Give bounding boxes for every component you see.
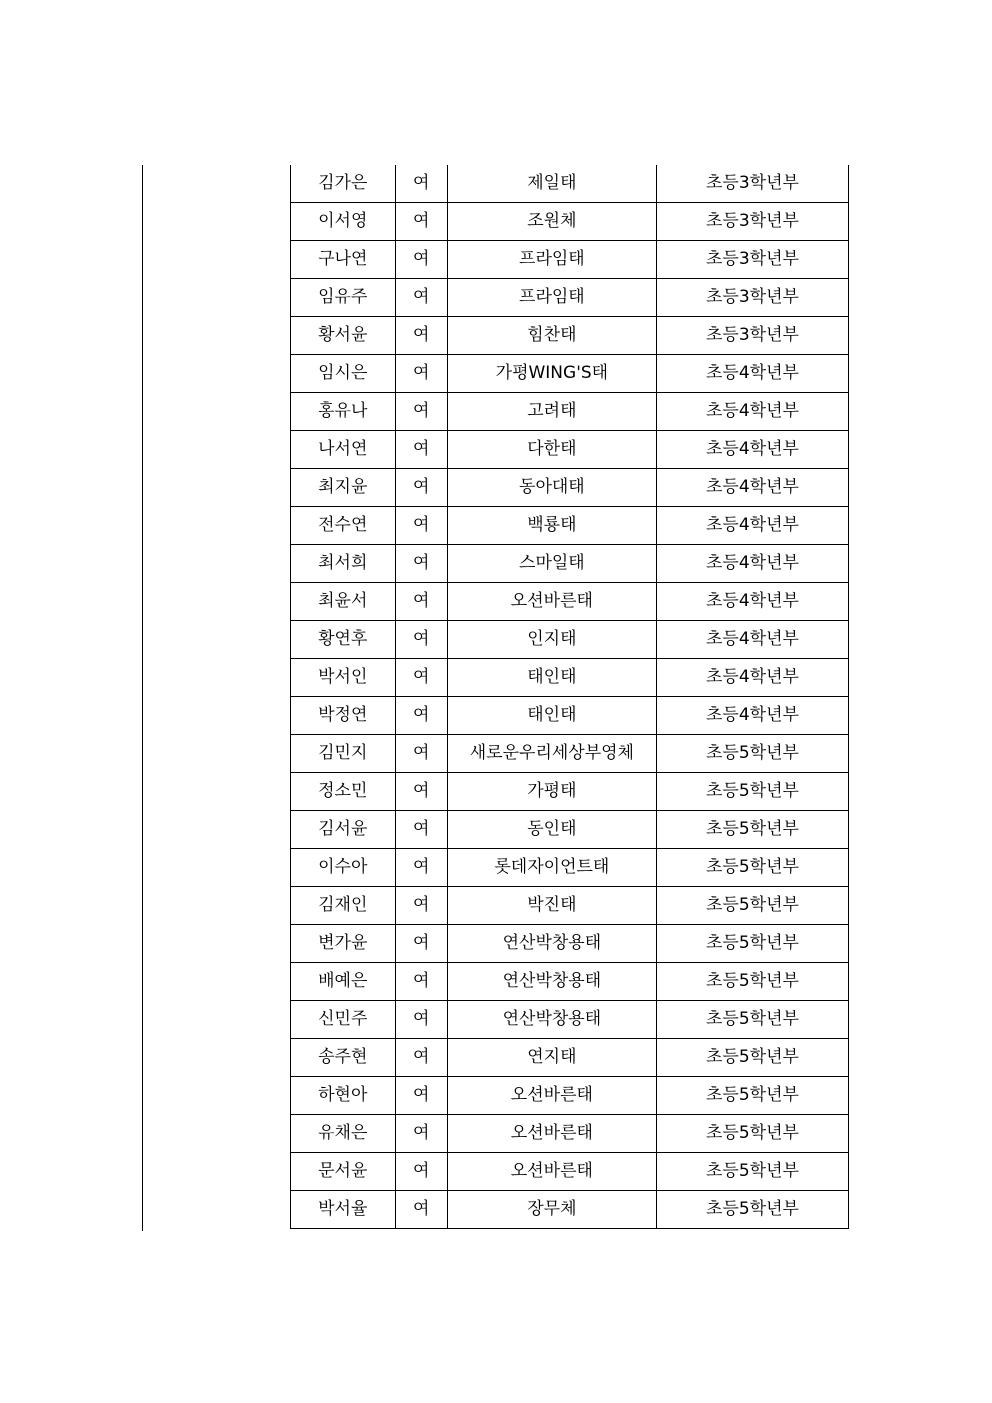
player-division: 초등4학년부 bbox=[656, 507, 848, 545]
player-division: 초등5학년부 bbox=[656, 963, 848, 1001]
table-row bbox=[291, 1115, 849, 1153]
player-team: 연지태 bbox=[447, 1039, 656, 1077]
player-name: 김재인 bbox=[291, 887, 396, 925]
player-team: 다한태 bbox=[447, 431, 656, 469]
player-name: 황서윤 bbox=[291, 317, 396, 355]
player-gender: 여 bbox=[395, 735, 447, 773]
table-row bbox=[291, 1001, 849, 1039]
roster-table bbox=[290, 165, 849, 1229]
table-row bbox=[291, 1153, 849, 1191]
player-name: 나서연 bbox=[291, 431, 396, 469]
table-row bbox=[291, 431, 849, 469]
table-row bbox=[291, 925, 849, 963]
player-division: 초등5학년부 bbox=[656, 849, 848, 887]
player-team: 제일태 bbox=[447, 165, 656, 203]
table-row bbox=[291, 1191, 849, 1229]
table-row bbox=[291, 773, 849, 811]
player-name: 최서희 bbox=[291, 545, 396, 583]
player-gender: 여 bbox=[395, 203, 447, 241]
player-name: 홍유나 bbox=[291, 393, 396, 431]
player-name: 임유주 bbox=[291, 279, 396, 317]
player-team: 인지태 bbox=[447, 621, 656, 659]
player-division: 초등5학년부 bbox=[656, 1153, 848, 1191]
player-gender: 여 bbox=[395, 317, 447, 355]
player-gender: 여 bbox=[395, 773, 447, 811]
player-name: 이수아 bbox=[291, 849, 396, 887]
table-row bbox=[291, 165, 849, 203]
player-name: 유채은 bbox=[291, 1115, 396, 1153]
table-row bbox=[291, 469, 849, 507]
player-name: 정소민 bbox=[291, 773, 396, 811]
player-division: 초등5학년부 bbox=[656, 1115, 848, 1153]
player-gender: 여 bbox=[395, 1115, 447, 1153]
player-name: 송주현 bbox=[291, 1039, 396, 1077]
player-division: 초등4학년부 bbox=[656, 469, 848, 507]
player-name: 최윤서 bbox=[291, 583, 396, 621]
player-gender: 여 bbox=[395, 279, 447, 317]
player-team: 연산박창용태 bbox=[447, 925, 656, 963]
player-name: 최지윤 bbox=[291, 469, 396, 507]
table-row bbox=[291, 887, 849, 925]
player-gender: 여 bbox=[395, 1001, 447, 1039]
player-team: 백룡태 bbox=[447, 507, 656, 545]
table-row bbox=[291, 1039, 849, 1077]
player-team: 고려태 bbox=[447, 393, 656, 431]
player-name: 황연후 bbox=[291, 621, 396, 659]
player-gender: 여 bbox=[395, 811, 447, 849]
player-division: 초등3학년부 bbox=[656, 317, 848, 355]
table-row bbox=[291, 241, 849, 279]
player-name: 박서인 bbox=[291, 659, 396, 697]
player-name: 김가은 bbox=[291, 165, 396, 203]
table-row bbox=[291, 355, 849, 393]
player-division: 초등5학년부 bbox=[656, 1001, 848, 1039]
left-column-rule bbox=[142, 165, 143, 1231]
player-division: 초등5학년부 bbox=[656, 735, 848, 773]
table-row bbox=[291, 849, 849, 887]
player-division: 초등5학년부 bbox=[656, 773, 848, 811]
player-name: 김민지 bbox=[291, 735, 396, 773]
table-row bbox=[291, 583, 849, 621]
player-name: 문서윤 bbox=[291, 1153, 396, 1191]
table-row bbox=[291, 545, 849, 583]
player-team: 스마일태 bbox=[447, 545, 656, 583]
player-gender: 여 bbox=[395, 165, 447, 203]
player-gender: 여 bbox=[395, 963, 447, 1001]
player-division: 초등5학년부 bbox=[656, 1039, 848, 1077]
table-row bbox=[291, 393, 849, 431]
table-row bbox=[291, 963, 849, 1001]
player-gender: 여 bbox=[395, 1077, 447, 1115]
player-gender: 여 bbox=[395, 507, 447, 545]
player-team: 조원체 bbox=[447, 203, 656, 241]
player-division: 초등5학년부 bbox=[656, 811, 848, 849]
player-division: 초등3학년부 bbox=[656, 241, 848, 279]
player-team: 가평WING'S태 bbox=[447, 355, 656, 393]
player-division: 초등4학년부 bbox=[656, 355, 848, 393]
player-team: 새로운우리세상부영체 bbox=[447, 735, 656, 773]
player-gender: 여 bbox=[395, 1153, 447, 1191]
player-gender: 여 bbox=[395, 393, 447, 431]
player-team: 프라임태 bbox=[447, 241, 656, 279]
player-gender: 여 bbox=[395, 621, 447, 659]
roster-table-body bbox=[291, 165, 849, 1229]
player-gender: 여 bbox=[395, 431, 447, 469]
table-row bbox=[291, 1077, 849, 1115]
player-division: 초등4학년부 bbox=[656, 621, 848, 659]
player-team: 오션바른태 bbox=[447, 583, 656, 621]
player-gender: 여 bbox=[395, 659, 447, 697]
player-gender: 여 bbox=[395, 355, 447, 393]
table-row bbox=[291, 279, 849, 317]
player-name: 이서영 bbox=[291, 203, 396, 241]
player-division: 초등4학년부 bbox=[656, 583, 848, 621]
player-team: 오션바른태 bbox=[447, 1077, 656, 1115]
player-name: 배예은 bbox=[291, 963, 396, 1001]
player-team: 연산박창용태 bbox=[447, 963, 656, 1001]
player-team: 힘찬태 bbox=[447, 317, 656, 355]
player-gender: 여 bbox=[395, 697, 447, 735]
player-team: 오션바른태 bbox=[447, 1115, 656, 1153]
player-name: 전수연 bbox=[291, 507, 396, 545]
table-row bbox=[291, 317, 849, 355]
player-division: 초등5학년부 bbox=[656, 887, 848, 925]
player-team: 동아대태 bbox=[447, 469, 656, 507]
player-team: 가평태 bbox=[447, 773, 656, 811]
player-division: 초등3학년부 bbox=[656, 165, 848, 203]
player-team: 프라임태 bbox=[447, 279, 656, 317]
player-name: 구나연 bbox=[291, 241, 396, 279]
player-division: 초등5학년부 bbox=[656, 1191, 848, 1229]
player-division: 초등5학년부 bbox=[656, 925, 848, 963]
player-team: 연산박창용태 bbox=[447, 1001, 656, 1039]
player-gender: 여 bbox=[395, 925, 447, 963]
player-gender: 여 bbox=[395, 241, 447, 279]
player-name: 김서윤 bbox=[291, 811, 396, 849]
table-row bbox=[291, 203, 849, 241]
player-name: 임시은 bbox=[291, 355, 396, 393]
player-team: 동인태 bbox=[447, 811, 656, 849]
player-division: 초등4학년부 bbox=[656, 431, 848, 469]
table-row bbox=[291, 659, 849, 697]
player-gender: 여 bbox=[395, 887, 447, 925]
player-division: 초등3학년부 bbox=[656, 279, 848, 317]
player-team: 태인태 bbox=[447, 659, 656, 697]
player-name: 박정연 bbox=[291, 697, 396, 735]
player-gender: 여 bbox=[395, 849, 447, 887]
table-row bbox=[291, 621, 849, 659]
player-gender: 여 bbox=[395, 1191, 447, 1229]
player-gender: 여 bbox=[395, 469, 447, 507]
player-team: 태인태 bbox=[447, 697, 656, 735]
player-division: 초등4학년부 bbox=[656, 393, 848, 431]
player-name: 신민주 bbox=[291, 1001, 396, 1039]
player-division: 초등3학년부 bbox=[656, 203, 848, 241]
table-row bbox=[291, 507, 849, 545]
table-row bbox=[291, 735, 849, 773]
player-gender: 여 bbox=[395, 1039, 447, 1077]
player-team: 박진태 bbox=[447, 887, 656, 925]
player-team: 오션바른태 bbox=[447, 1153, 656, 1191]
player-gender: 여 bbox=[395, 545, 447, 583]
table-row bbox=[291, 811, 849, 849]
player-name: 변가윤 bbox=[291, 925, 396, 963]
player-division: 초등5학년부 bbox=[656, 1077, 848, 1115]
player-division: 초등4학년부 bbox=[656, 545, 848, 583]
player-division: 초등4학년부 bbox=[656, 697, 848, 735]
player-name: 박서율 bbox=[291, 1191, 396, 1229]
player-gender: 여 bbox=[395, 583, 447, 621]
player-team: 롯데자이언트태 bbox=[447, 849, 656, 887]
player-name: 하현아 bbox=[291, 1077, 396, 1115]
player-division: 초등4학년부 bbox=[656, 659, 848, 697]
table-row bbox=[291, 697, 849, 735]
player-team: 장무체 bbox=[447, 1191, 656, 1229]
